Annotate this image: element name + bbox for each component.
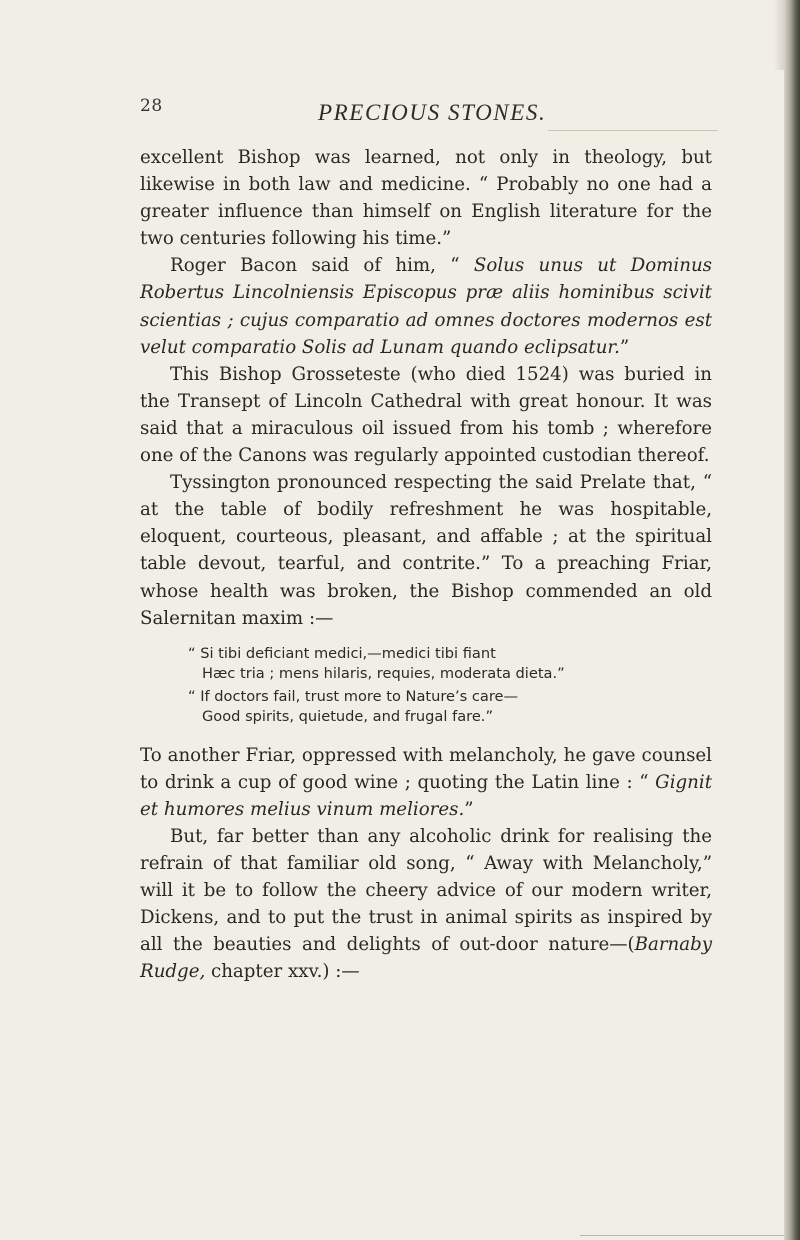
english-verse-line-1: “ If doctors fail, trust more to Nature’s care— xyxy=(188,687,519,705)
english-verse-line-2: Good spirits, quietude, and frugal fare.” xyxy=(202,708,494,726)
paragraph-tyssington: Tyssington pronounced respecting the said Prelate that, “ at the table of bodily refreshment he was hospitable, eloquent, courteous, pleasant, and affable ; at the spiritual table devout, tearful, and contrite.” To a preaching Friar, whose health was broken, the Bishop commended an old Salernitan maxim :— xyxy=(140,472,712,629)
paragraph-grosseteste: This Bishop Grosseteste (who died 1524) was buried in the Transept of Lincoln Cathedral with great honour. It was said that a miraculous oil issued from his tomb ; wherefore one of the Canons was regularly appointed custodian thereof. xyxy=(140,363,712,467)
english-verse xyxy=(188,687,708,728)
scan-edge-shadow xyxy=(784,0,800,1240)
body-text xyxy=(140,144,712,986)
paragraph-continued: excellent Bishop was learned, not only in theology, but likewise in both law and medicine. “ Probably no one had a greater influence than himself on English literature for the two centuries following his time.” xyxy=(140,147,712,250)
dickens-lead: But, far better than any alcoholic drink for realising the refrain of that familiar old song, “ Away with Melancholy,” will it be to follow the cheery advice of our modern writer, Dickens, and to put the trust in animal spirits as inspired by all the beauties and delights of out-door nature—( xyxy=(140,825,712,956)
paragraph-roger-bacon xyxy=(140,252,712,360)
bacon-lead: Roger Bacon said of him, “ xyxy=(170,255,474,277)
header-rule xyxy=(548,130,718,131)
page-number: 28 xyxy=(140,96,163,116)
friar-latin-line: Gignit et humores melius vinum meliores. xyxy=(140,771,712,820)
barnaby-rudge-title: Barnaby Rudge, xyxy=(140,934,712,983)
latin-verse xyxy=(188,644,708,685)
latin-verse-line-2: Hæc tria ; mens hilaris, requies, moderata dieta.” xyxy=(202,665,565,683)
bacon-latin-quote: Solus unus ut Dominus Robertus Lincolniensis Episcopus præ aliis hominibus scivit scientias ; cujus comparatio ad omnes doctores modernos est velut comparatio Solis ad Lunam quando eclipsatur. xyxy=(140,255,712,358)
paragraph-dickens xyxy=(140,823,712,986)
latin-verse-line-1: “ Si tibi deficiant medici,—medici tibi fiant xyxy=(188,644,496,662)
bacon-quote-close: ” xyxy=(619,336,630,358)
friar-lead: To another Friar, oppressed with melancholy, he gave counsel to drink a cup of good wine ; quoting the Latin line : “ xyxy=(140,744,712,793)
footer-rule xyxy=(580,1235,784,1236)
dickens-tail: chapter xxv.) :— xyxy=(205,961,360,983)
verse-quotations xyxy=(188,644,708,728)
running-title: PRECIOUS STONES. xyxy=(318,100,547,125)
paragraph-another-friar xyxy=(140,742,712,823)
friar-quote-close: ” xyxy=(464,798,474,820)
